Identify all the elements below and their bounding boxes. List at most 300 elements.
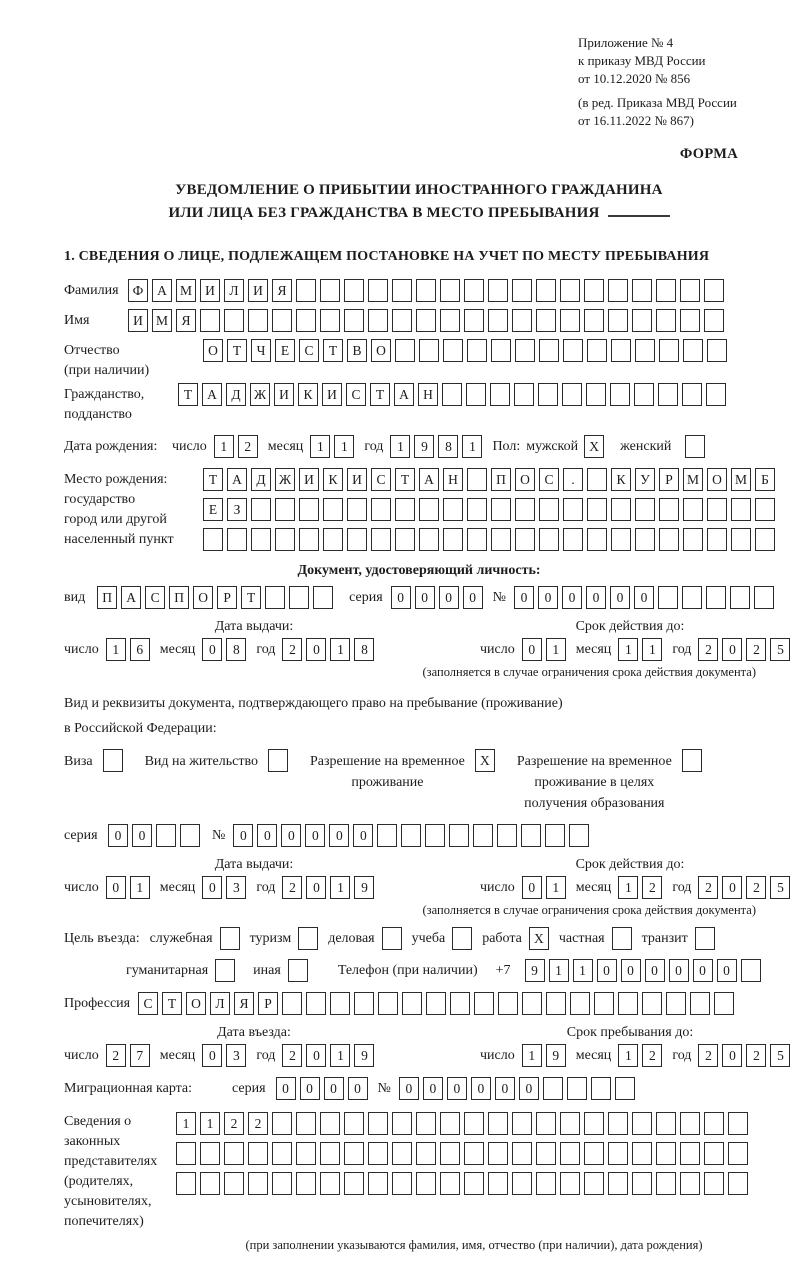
char-box[interactable]: 0 [562, 586, 582, 609]
char-box[interactable] [395, 498, 415, 521]
char-box[interactable]: И [128, 309, 148, 332]
char-box[interactable]: 0 [669, 959, 689, 982]
char-box[interactable] [539, 498, 559, 521]
char-box[interactable]: 5 [770, 876, 790, 899]
char-box[interactable] [615, 1077, 635, 1100]
char-box[interactable]: 5 [770, 1044, 790, 1067]
char-box[interactable] [491, 339, 511, 362]
char-box[interactable] [680, 1172, 700, 1195]
char-box[interactable] [467, 339, 487, 362]
char-box[interactable]: 0 [514, 586, 534, 609]
char-box[interactable]: И [200, 279, 220, 302]
char-box[interactable]: А [419, 468, 439, 491]
char-box[interactable] [680, 1142, 700, 1165]
char-box[interactable] [368, 1112, 388, 1135]
char-box[interactable] [591, 1077, 611, 1100]
char-box[interactable]: 1 [334, 435, 354, 458]
char-box[interactable] [594, 992, 614, 1015]
char-box[interactable] [690, 992, 710, 1015]
char-box[interactable] [344, 1142, 364, 1165]
char-box[interactable] [560, 1172, 580, 1195]
char-box[interactable] [248, 1142, 268, 1165]
char-box[interactable]: 8 [438, 435, 458, 458]
char-box[interactable] [464, 1142, 484, 1165]
char-box[interactable] [401, 824, 421, 847]
char-box[interactable]: 0 [522, 638, 542, 661]
char-box[interactable]: Р [659, 468, 679, 491]
char-box[interactable] [632, 1112, 652, 1135]
char-box[interactable]: 9 [546, 1044, 566, 1067]
char-box[interactable]: С [299, 339, 319, 362]
char-box[interactable] [682, 383, 702, 406]
char-box[interactable]: М [176, 279, 196, 302]
char-box[interactable] [395, 339, 415, 362]
char-box[interactable] [490, 383, 510, 406]
char-box[interactable] [473, 824, 493, 847]
char-box[interactable] [666, 992, 686, 1015]
char-box[interactable]: Е [203, 498, 223, 521]
char-box[interactable] [635, 528, 655, 551]
char-box[interactable] [584, 279, 604, 302]
char-box[interactable] [683, 528, 703, 551]
char-box[interactable] [707, 339, 727, 362]
char-box[interactable]: М [731, 468, 751, 491]
char-box[interactable] [392, 1112, 412, 1135]
temp-residence-education-checkbox[interactable] [682, 749, 702, 772]
char-box[interactable] [368, 279, 388, 302]
char-box[interactable] [416, 279, 436, 302]
char-box[interactable] [521, 824, 541, 847]
char-box[interactable] [536, 1172, 556, 1195]
char-box[interactable]: 0 [108, 824, 128, 847]
char-box[interactable] [320, 1142, 340, 1165]
char-box[interactable]: С [346, 383, 366, 406]
char-box[interactable] [755, 498, 775, 521]
char-box[interactable] [731, 498, 751, 521]
char-box[interactable]: И [248, 279, 268, 302]
char-box[interactable] [344, 309, 364, 332]
char-box[interactable] [426, 992, 446, 1015]
char-box[interactable] [706, 383, 726, 406]
char-box[interactable]: 0 [471, 1077, 491, 1100]
char-box[interactable] [275, 528, 295, 551]
char-box[interactable]: Я [272, 279, 292, 302]
char-box[interactable] [296, 279, 316, 302]
purpose-other-checkbox[interactable] [288, 959, 308, 982]
char-box[interactable]: А [227, 468, 247, 491]
char-box[interactable] [491, 528, 511, 551]
char-box[interactable] [707, 528, 727, 551]
char-box[interactable]: 0 [300, 1077, 320, 1100]
purpose-tourism-checkbox[interactable] [298, 927, 318, 950]
char-box[interactable] [248, 1172, 268, 1195]
char-box[interactable] [514, 383, 534, 406]
char-box[interactable] [656, 279, 676, 302]
char-box[interactable] [176, 1142, 196, 1165]
char-box[interactable]: Т [241, 586, 261, 609]
char-box[interactable]: А [121, 586, 141, 609]
char-box[interactable] [632, 279, 652, 302]
char-box[interactable] [563, 528, 583, 551]
char-box[interactable]: 0 [495, 1077, 515, 1100]
char-box[interactable] [488, 309, 508, 332]
char-box[interactable] [512, 1112, 532, 1135]
char-box[interactable]: 2 [642, 1044, 662, 1067]
char-box[interactable] [608, 1112, 628, 1135]
char-box[interactable]: Д [251, 468, 271, 491]
char-box[interactable] [634, 383, 654, 406]
char-box[interactable]: Л [224, 279, 244, 302]
char-box[interactable] [443, 339, 463, 362]
char-box[interactable] [608, 1142, 628, 1165]
char-box[interactable] [419, 528, 439, 551]
char-box[interactable]: А [394, 383, 414, 406]
char-box[interactable] [464, 1112, 484, 1135]
char-box[interactable]: Я [234, 992, 254, 1015]
char-box[interactable] [474, 992, 494, 1015]
char-box[interactable]: 1 [330, 876, 350, 899]
char-box[interactable] [683, 339, 703, 362]
char-box[interactable] [449, 824, 469, 847]
char-box[interactable] [466, 383, 486, 406]
char-box[interactable]: А [202, 383, 222, 406]
char-box[interactable] [419, 339, 439, 362]
char-box[interactable]: 1 [176, 1112, 196, 1135]
char-box[interactable]: 2 [746, 876, 766, 899]
char-box[interactable]: О [186, 992, 206, 1015]
char-box[interactable]: Р [217, 586, 237, 609]
char-box[interactable]: 2 [642, 876, 662, 899]
char-box[interactable] [402, 992, 422, 1015]
char-box[interactable]: 0 [281, 824, 301, 847]
char-box[interactable]: 1 [549, 959, 569, 982]
char-box[interactable] [587, 339, 607, 362]
char-box[interactable]: Ж [275, 468, 295, 491]
char-box[interactable] [608, 1172, 628, 1195]
char-box[interactable] [344, 1172, 364, 1195]
char-box[interactable]: Ф [128, 279, 148, 302]
char-box[interactable] [560, 309, 580, 332]
char-box[interactable]: П [491, 468, 511, 491]
char-box[interactable] [200, 1172, 220, 1195]
char-box[interactable] [682, 586, 702, 609]
char-box[interactable] [563, 339, 583, 362]
char-box[interactable]: Т [395, 468, 415, 491]
purpose-study-checkbox[interactable] [452, 927, 472, 950]
char-box[interactable] [272, 309, 292, 332]
char-box[interactable]: 0 [463, 586, 483, 609]
char-box[interactable]: 0 [329, 824, 349, 847]
char-box[interactable]: 0 [439, 586, 459, 609]
char-box[interactable] [320, 1172, 340, 1195]
char-box[interactable] [587, 468, 607, 491]
char-box[interactable] [347, 498, 367, 521]
char-box[interactable]: О [707, 468, 727, 491]
char-box[interactable]: 2 [238, 435, 258, 458]
char-box[interactable]: 0 [202, 876, 222, 899]
char-box[interactable]: 1 [618, 1044, 638, 1067]
char-box[interactable] [371, 498, 391, 521]
char-box[interactable] [440, 279, 460, 302]
char-box[interactable]: 7 [130, 1044, 150, 1067]
char-box[interactable] [704, 1112, 724, 1135]
char-box[interactable]: 2 [282, 1044, 302, 1067]
char-box[interactable] [442, 383, 462, 406]
char-box[interactable] [562, 383, 582, 406]
char-box[interactable] [586, 383, 606, 406]
char-box[interactable]: 0 [106, 876, 126, 899]
char-box[interactable] [656, 309, 676, 332]
char-box[interactable]: З [227, 498, 247, 521]
char-box[interactable] [282, 992, 302, 1015]
char-box[interactable] [704, 1142, 724, 1165]
char-box[interactable]: 0 [306, 1044, 326, 1067]
char-box[interactable]: Т [203, 468, 223, 491]
char-box[interactable] [642, 992, 662, 1015]
char-box[interactable] [488, 1112, 508, 1135]
char-box[interactable] [728, 1112, 748, 1135]
char-box[interactable] [416, 309, 436, 332]
char-box[interactable] [330, 992, 350, 1015]
char-box[interactable] [728, 1142, 748, 1165]
char-box[interactable] [584, 1172, 604, 1195]
char-box[interactable] [539, 528, 559, 551]
char-box[interactable]: 2 [224, 1112, 244, 1135]
char-box[interactable] [272, 1112, 292, 1135]
char-box[interactable]: Т [178, 383, 198, 406]
purpose-official-checkbox[interactable] [220, 927, 240, 950]
char-box[interactable]: 9 [414, 435, 434, 458]
char-box[interactable]: 1 [462, 435, 482, 458]
char-box[interactable]: 0 [597, 959, 617, 982]
char-box[interactable] [567, 1077, 587, 1100]
char-box[interactable] [296, 309, 316, 332]
char-box[interactable] [416, 1172, 436, 1195]
char-box[interactable] [618, 992, 638, 1015]
char-box[interactable]: 1 [618, 876, 638, 899]
char-box[interactable] [313, 586, 333, 609]
char-box[interactable] [392, 1172, 412, 1195]
char-box[interactable]: 2 [106, 1044, 126, 1067]
char-box[interactable] [515, 528, 535, 551]
char-box[interactable] [248, 309, 268, 332]
char-box[interactable] [560, 1142, 580, 1165]
char-box[interactable] [344, 279, 364, 302]
char-box[interactable] [730, 586, 750, 609]
char-box[interactable] [320, 309, 340, 332]
char-box[interactable] [680, 1112, 700, 1135]
char-box[interactable] [584, 309, 604, 332]
char-box[interactable]: 3 [226, 876, 246, 899]
char-box[interactable]: 9 [354, 1044, 374, 1067]
char-box[interactable] [344, 1112, 364, 1135]
char-box[interactable] [224, 309, 244, 332]
char-box[interactable] [443, 498, 463, 521]
char-box[interactable] [539, 339, 559, 362]
char-box[interactable] [560, 1112, 580, 1135]
char-box[interactable] [371, 528, 391, 551]
char-box[interactable]: 1 [522, 1044, 542, 1067]
char-box[interactable] [377, 824, 397, 847]
char-box[interactable]: 0 [257, 824, 277, 847]
char-box[interactable]: 0 [348, 1077, 368, 1100]
char-box[interactable] [704, 1172, 724, 1195]
char-box[interactable] [425, 824, 445, 847]
char-box[interactable] [680, 279, 700, 302]
char-box[interactable]: Е [275, 339, 295, 362]
char-box[interactable] [251, 528, 271, 551]
char-box[interactable]: 2 [248, 1112, 268, 1135]
purpose-private-checkbox[interactable] [612, 927, 632, 950]
char-box[interactable]: 1 [130, 876, 150, 899]
char-box[interactable] [368, 309, 388, 332]
char-box[interactable]: 2 [282, 876, 302, 899]
char-box[interactable] [299, 528, 319, 551]
char-box[interactable] [320, 279, 340, 302]
char-box[interactable] [200, 1142, 220, 1165]
char-box[interactable] [656, 1172, 676, 1195]
char-box[interactable]: 0 [391, 586, 411, 609]
char-box[interactable] [440, 309, 460, 332]
char-box[interactable]: 3 [226, 1044, 246, 1067]
char-box[interactable]: 1 [642, 638, 662, 661]
char-box[interactable]: 9 [354, 876, 374, 899]
char-box[interactable] [731, 528, 751, 551]
char-box[interactable] [632, 309, 652, 332]
char-box[interactable]: У [635, 468, 655, 491]
char-box[interactable]: И [347, 468, 367, 491]
char-box[interactable] [251, 498, 271, 521]
char-box[interactable]: А [152, 279, 172, 302]
char-box[interactable] [632, 1172, 652, 1195]
char-box[interactable] [536, 279, 556, 302]
char-box[interactable] [563, 498, 583, 521]
char-box[interactable] [728, 1172, 748, 1195]
purpose-humanitarian-checkbox[interactable] [215, 959, 235, 982]
char-box[interactable] [545, 824, 565, 847]
char-box[interactable]: 1 [618, 638, 638, 661]
char-box[interactable]: 0 [722, 876, 742, 899]
char-box[interactable] [306, 992, 326, 1015]
char-box[interactable] [323, 528, 343, 551]
char-box[interactable]: Т [370, 383, 390, 406]
char-box[interactable] [416, 1112, 436, 1135]
char-box[interactable]: П [97, 586, 117, 609]
char-box[interactable]: 0 [353, 824, 373, 847]
residence-permit-checkbox[interactable] [268, 749, 288, 772]
char-box[interactable] [584, 1112, 604, 1135]
char-box[interactable]: Я [176, 309, 196, 332]
char-box[interactable] [368, 1142, 388, 1165]
char-box[interactable]: И [322, 383, 342, 406]
char-box[interactable] [611, 498, 631, 521]
char-box[interactable]: Ж [250, 383, 270, 406]
char-box[interactable]: 0 [423, 1077, 443, 1100]
char-box[interactable]: 0 [522, 876, 542, 899]
char-box[interactable] [203, 528, 223, 551]
char-box[interactable] [611, 339, 631, 362]
purpose-transit-checkbox[interactable] [695, 927, 715, 950]
char-box[interactable] [419, 498, 439, 521]
char-box[interactable] [536, 309, 556, 332]
char-box[interactable]: . [563, 468, 583, 491]
char-box[interactable] [522, 992, 542, 1015]
char-box[interactable]: С [371, 468, 391, 491]
char-box[interactable]: 2 [698, 638, 718, 661]
char-box[interactable] [464, 1172, 484, 1195]
char-box[interactable]: 1 [214, 435, 234, 458]
char-box[interactable]: 1 [330, 638, 350, 661]
char-box[interactable] [272, 1172, 292, 1195]
char-box[interactable] [299, 498, 319, 521]
char-box[interactable] [570, 992, 590, 1015]
char-box[interactable] [464, 309, 484, 332]
char-box[interactable] [265, 586, 285, 609]
char-box[interactable] [467, 498, 487, 521]
char-box[interactable] [488, 1142, 508, 1165]
char-box[interactable]: С [539, 468, 559, 491]
char-box[interactable]: 0 [519, 1077, 539, 1100]
char-box[interactable]: 0 [538, 586, 558, 609]
char-box[interactable] [347, 528, 367, 551]
char-box[interactable] [440, 1142, 460, 1165]
char-box[interactable] [538, 383, 558, 406]
char-box[interactable] [224, 1142, 244, 1165]
char-box[interactable] [491, 498, 511, 521]
char-box[interactable] [512, 1172, 532, 1195]
char-box[interactable]: 0 [202, 1044, 222, 1067]
char-box[interactable] [656, 1142, 676, 1165]
char-box[interactable]: 0 [399, 1077, 419, 1100]
char-box[interactable]: К [298, 383, 318, 406]
char-box[interactable] [416, 1142, 436, 1165]
char-box[interactable] [659, 498, 679, 521]
char-box[interactable] [611, 528, 631, 551]
char-box[interactable]: О [203, 339, 223, 362]
char-box[interactable]: 0 [610, 586, 630, 609]
char-box[interactable] [755, 528, 775, 551]
char-box[interactable]: 0 [645, 959, 665, 982]
char-box[interactable]: И [299, 468, 319, 491]
sex-female-checkbox[interactable] [685, 435, 705, 458]
char-box[interactable]: 0 [276, 1077, 296, 1100]
char-box[interactable] [635, 498, 655, 521]
purpose-business-checkbox[interactable] [382, 927, 402, 950]
char-box[interactable] [569, 824, 589, 847]
char-box[interactable]: 0 [586, 586, 606, 609]
char-box[interactable]: 1 [330, 1044, 350, 1067]
char-box[interactable]: 0 [621, 959, 641, 982]
char-box[interactable] [440, 1112, 460, 1135]
char-box[interactable] [227, 528, 247, 551]
char-box[interactable]: 2 [282, 638, 302, 661]
char-box[interactable] [272, 1142, 292, 1165]
char-box[interactable] [440, 1172, 460, 1195]
char-box[interactable]: 2 [746, 638, 766, 661]
char-box[interactable]: 0 [132, 824, 152, 847]
char-box[interactable]: 0 [693, 959, 713, 982]
char-box[interactable]: 0 [447, 1077, 467, 1100]
char-box[interactable] [659, 528, 679, 551]
char-box[interactable] [704, 279, 724, 302]
char-box[interactable]: 6 [130, 638, 150, 661]
char-box[interactable] [450, 992, 470, 1015]
char-box[interactable] [296, 1172, 316, 1195]
char-box[interactable]: 1 [200, 1112, 220, 1135]
char-box[interactable] [714, 992, 734, 1015]
char-box[interactable] [512, 279, 532, 302]
char-box[interactable]: 5 [770, 638, 790, 661]
